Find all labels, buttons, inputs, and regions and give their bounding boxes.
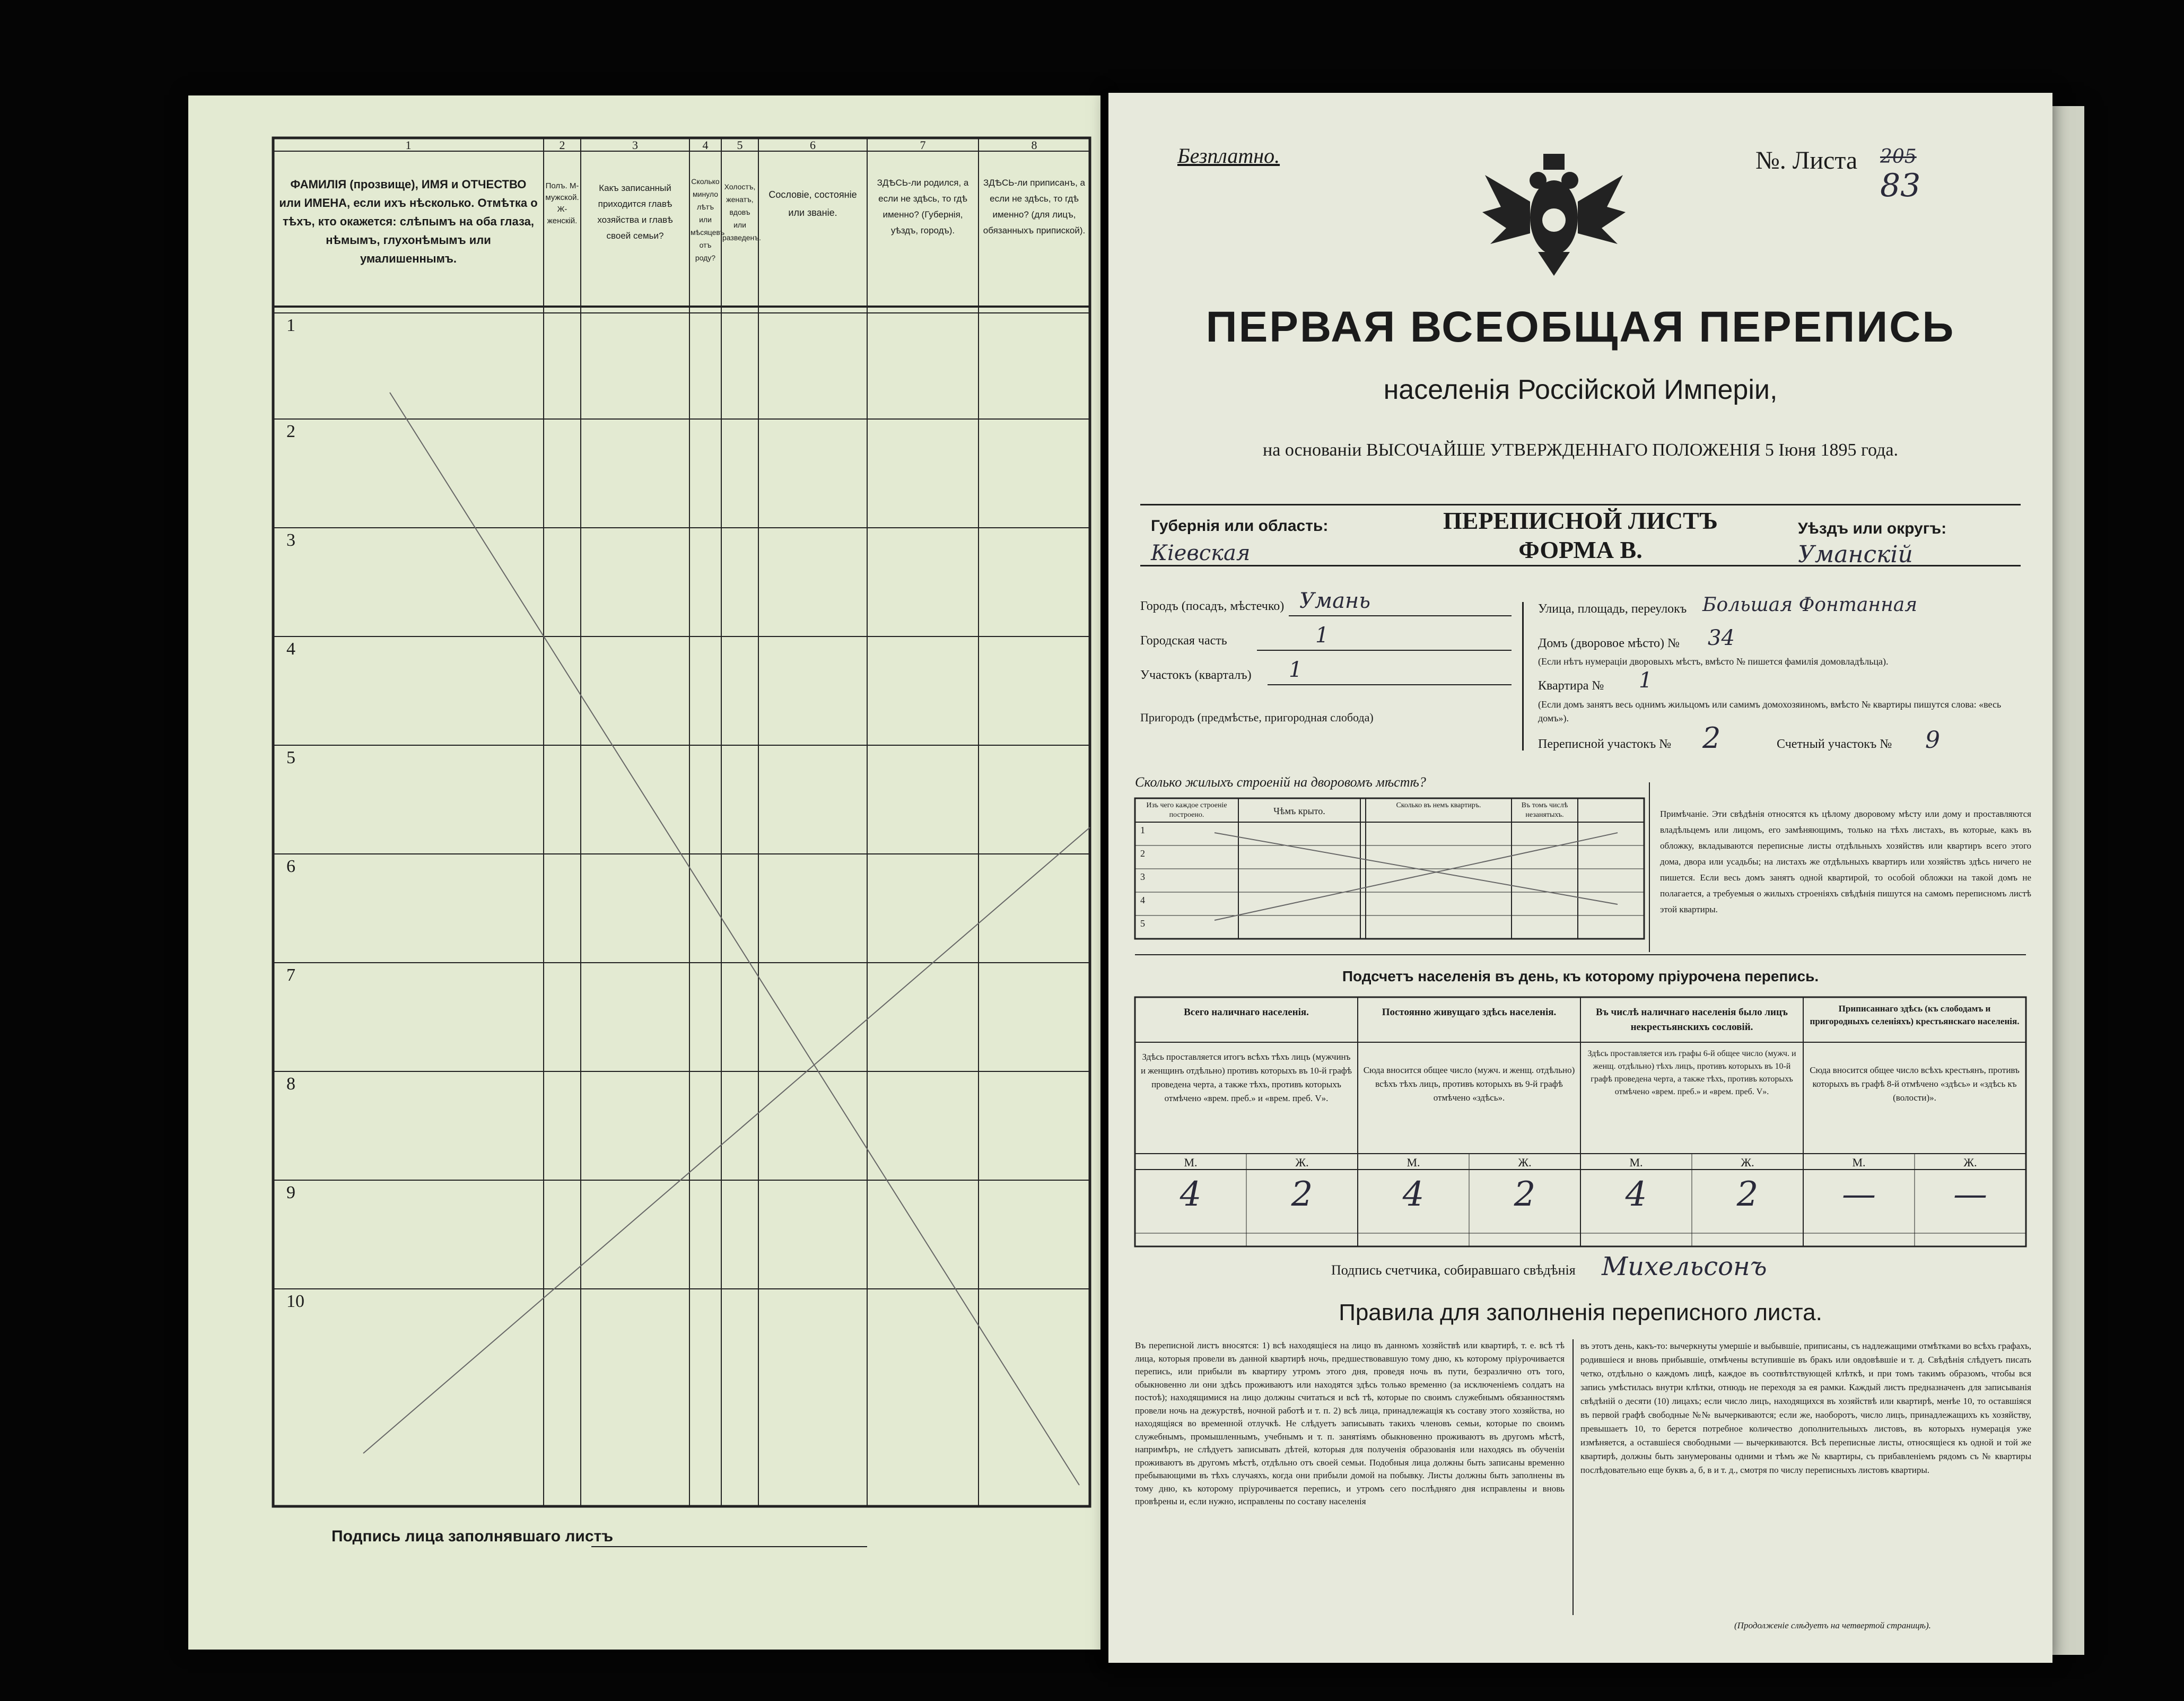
rules-divider [1573, 1339, 1574, 1615]
sex-label-1: М. [1184, 1156, 1198, 1169]
census-precinct-label: Переписной участокъ № [1538, 737, 1672, 751]
count-note-3: Здѣсь проставляется изъ графы 6-й общее число (мужч. и женщ. отдѣльно) тѣхъ лицъ, противъ которыхъ въ 10-й графѣ проведена черта, а также тѣхъ, противъ которыхъ отмѣчено «врем. преб.» и «врем. преб. V». [1587, 1049, 1796, 1096]
left-page [188, 95, 1100, 1650]
count-value-4: 2 [1514, 1175, 1536, 1214]
row-number-10: 10 [286, 1292, 304, 1311]
left-table-grid [188, 95, 1100, 1650]
col-header-1: ФАМИЛІЯ (прозвище), ИМЯ и ОТЧЕСТВО или ИМЕНА, если ихъ нѣсколько. Отмѣтка о тѣхъ, кто окажется: слѣпымъ на оба глаза, нѣмымъ, глухонѣмымъ или умалишеннымъ. [279, 178, 538, 265]
census-basis: на основаніи ВЫСОЧАЙШЕ УТВЕРЖДЕННАГО ПОЛОЖЕНІЯ 5 Іюня 1895 года. [1263, 440, 1898, 460]
count-value-1: 4 [1180, 1175, 1202, 1214]
buildings-header-4: Въ томъ числѣ незанятыхъ. [1521, 801, 1568, 819]
count-precinct-value: 9 [1925, 727, 1940, 754]
row-number-8: 8 [286, 1074, 295, 1094]
count-header-1: Всего наличнаго населенія. [1184, 1007, 1309, 1018]
census-subtitle: населенія Россійской Имперіи, [1383, 374, 1778, 405]
city-part-value: 1 [1315, 623, 1329, 648]
province-label: Губернія или область: [1151, 517, 1329, 535]
sex-label-5: М. [1629, 1156, 1643, 1169]
street-value: Большая Фонтанная [1702, 594, 1918, 616]
apt-value: 1 [1639, 668, 1653, 693]
col-num-2: 2 [559, 138, 565, 152]
count-header-2: Постоянно живущаго здѣсь населенія. [1382, 1007, 1557, 1018]
enumerator-signature: Михельсонъ [1602, 1252, 1767, 1281]
row-number-1: 1 [286, 316, 295, 335]
enumerator-label: Подпись счетчика, собиравшаго свѣдѣнія [1331, 1262, 1576, 1278]
count-value-3: 4 [1402, 1175, 1425, 1214]
count-value-8: — [1953, 1175, 1987, 1214]
col-header-7: ЗДѢСЬ-ли родился, а если не здѣсь, то гдѣ именно? (Губернія, уѣздъ, городъ). [877, 178, 969, 235]
buildings-header-1: Изъ чего каждое строеніе построено. [1146, 801, 1227, 819]
sex-label-6: Ж. [1741, 1156, 1754, 1169]
precinct-label: Участокъ (кварталъ) [1140, 668, 1252, 682]
count-precinct-label: Счетный участокъ № [1777, 737, 1892, 751]
count-header-4: Приписаннаго здѣсь (къ слободамъ и пригородныхъ селеніяхъ) крестьянскаго населенія. [1810, 1004, 2020, 1026]
city-value: Умань [1299, 589, 1371, 613]
right-page [1108, 93, 2052, 1663]
census-precinct-value: 2 [1702, 721, 1721, 755]
col-header-4: Сколько минуло лѣтъ или мѣсяцевъ отъ роду? [691, 177, 725, 262]
sex-label-4: Ж. [1518, 1156, 1532, 1169]
row-number-4: 4 [286, 639, 295, 659]
buildings-question: Сколько жилыхъ строеній на дворовомъ мѣстѣ? [1135, 774, 1426, 790]
col-num-6: 6 [810, 138, 816, 152]
col-num-5: 5 [737, 138, 743, 152]
apt-label: Квартира № [1538, 679, 1604, 693]
buildings-row-4: 4 [1140, 895, 1145, 905]
sheet-number-struck: 205 [1880, 146, 1917, 168]
col-num-3: 3 [632, 138, 638, 152]
count-value-5: 4 [1625, 1175, 1647, 1214]
house-note: (Если нѣтъ нумераціи дворовыхъ мѣстъ, вмѣсто № пишется фамилія домовладѣльца). [1538, 656, 1889, 667]
rules-title: Правила для заполненія переписного листа. [1339, 1299, 1822, 1325]
suburb-label: Пригородъ (предмѣстье, пригородная слобода) [1140, 711, 1374, 724]
census-title: ПЕРВАЯ ВСЕОБЩАЯ ПЕРЕПИСЬ [1205, 303, 1955, 351]
city-label: Городъ (посадъ, мѣстечко) [1140, 599, 1285, 613]
col-num-7: 7 [920, 138, 926, 152]
form-title: ПЕРЕПИСНОЙ ЛИСТЪ [1443, 507, 1718, 534]
sex-label-3: М. [1407, 1156, 1420, 1169]
free-label: Безплатно. [1177, 144, 1280, 168]
rules-left-column: Въ переписной листъ вносятся: 1) всѣ находящіеся на лицо въ данномъ хозяйствѣ или квартирѣ, т. е. всѣ тѣ лица, которыя провели въ данной квартирѣ ночь, предшествовавшую тому дню, къ которому пріурочивается перепись, или прибыли въ квартиру утромъ этого дня, проведя ночь въ пути, безразлично отъ того, обыкновенно ли они здѣсь проживаютъ или находятся здѣсь только временно (за исключеніемъ солдатъ на постоѣ); находящимися на лицо должны считаться и всѣ тѣ, которые по своимъ служебнымъ обязанностямъ провели ночь на дежурствѣ, ночной работѣ и т. п. 2) всѣ лица, принадлежащія къ составу этого хозяйства, но находящіяся во временной отлучкѣ. Не слѣдуетъ записывать такихъ членовъ семьи, которые по своимъ служебнымъ, промышленнымъ, учебнымъ и т. п. занятіямъ обыкновенно проживаютъ въ другомъ мѣстѣ, напримѣръ, не слѣдуетъ записывать дѣтей, которыя для полученія образованія или находясь въ обученіи проживаютъ въ другомъ мѣстѣ, отдѣльно отъ своей семьи. Подобныя лица должны быть записаны временно пребывающими въ тѣхъ случаяхъ, когда они прибыли домой на побывку. Листы должны быть заполнены въ тому дню, къ которому пріурочивается перепись, и утромъ сего послѣдняго дня исправлены и вновь провѣрены и, если нужно, исправлены по составу населенія [1135, 1340, 1565, 1506]
buildings-row-3: 3 [1140, 871, 1145, 882]
col-num-4: 4 [702, 138, 709, 152]
sheet-number-value: 83 [1880, 167, 1921, 204]
city-part-label: Городская часть [1140, 634, 1227, 648]
signature-line [591, 1546, 867, 1547]
sheet-number-label: №. Листа [1755, 146, 1858, 175]
house-value: 34 [1708, 626, 1735, 650]
row-number-6: 6 [286, 857, 295, 876]
continued-note: (Продолженіе слѣдуетъ на четвертой страницѣ). [1734, 1620, 1931, 1630]
count-header-3: Въ числѣ наличнаго населенія было лицъ некрестьянскихъ сословій. [1596, 1007, 1788, 1033]
sex-label-2: Ж. [1295, 1156, 1309, 1169]
col-header-5: Холостъ, женатъ, вдовъ или разведенъ. [722, 182, 761, 242]
col-header-2: Полъ. М-мужской. Ж-женскій. [545, 181, 579, 225]
buildings-header-2: Чѣмъ крыто. [1273, 806, 1325, 816]
col-header-3: Какъ записанный приходится главѣ хозяйства и главѣ своей семьи? [597, 183, 673, 241]
rules-right-column: въ этотъ день, какъ-то: вычеркнуты умершіе и выбывшіе, приписаны, съ надлежащими отмѣтками во всѣхъ графахъ, родившіеся и вновь прибывшіе, отмѣчены вступившіе въ бракъ или овдовѣвшіе и т. д. Свѣдѣнія слѣдуетъ писать четко, отдѣльно о каждомъ лицѣ, каждое въ соотвѣтствующей клѣткѣ, и при томъ такимъ образомъ, чтобы вся запись умѣстилась внутри клѣтки, отнюдь не переходя за ея рамки. Каждый листъ предназначенъ для записыванія свѣдѣній о десяти (10) лицахъ; если число лицъ, находящихся въ хозяйствѣ или квартирѣ, менѣе 10, то оставшіяся въ первой графѣ свободные №№ вычеркиваются; если же, наоборотъ, число лицъ, принадлежащихъ къ хозяйству, превышаетъ 10, то берется потребное количество дополнительныхъ листовъ, въ которыхъ нумерація уже измѣняется, а оставшіеся свободными — вычеркиваются. Всѣ переписные листы, относящіеся къ одной и той же квартирѣ, должны быть занумерованы одними и тѣмъ же № квартиры, съ прибавленіемъ рядомъ съ № квартиры послѣдовательно еще буквъ а, б, в и т. д., смотря по числу переписныхъ листовъ квартиры. [1580, 1341, 2031, 1475]
count-value-7: — [1842, 1175, 1876, 1214]
buildings-row-1: 1 [1140, 825, 1145, 835]
district-label: Уѣздъ или округъ: [1798, 520, 1947, 537]
form-subtitle: ФОРМА В. [1518, 536, 1643, 563]
count-value-6: 2 [1736, 1175, 1759, 1214]
sex-label-7: М. [1852, 1156, 1866, 1169]
province-value: Кiевская [1151, 541, 1251, 565]
col-num-8: 8 [1031, 138, 1037, 152]
street-label: Улица, площадь, переулокъ [1538, 602, 1687, 616]
house-label: Домъ (дворовое мѣсто) № [1538, 636, 1680, 650]
row-number-2: 2 [286, 422, 295, 441]
col-num-1: 1 [405, 138, 412, 152]
precinct-value: 1 [1289, 658, 1303, 682]
count-value-2: 2 [1291, 1175, 1313, 1214]
buildings-header-3: Сколько въ немъ квартиръ. [1396, 801, 1481, 809]
row-number-7: 7 [286, 965, 295, 985]
buildings-row-5: 5 [1140, 918, 1145, 929]
count-title: Подсчетъ населенія въ день, къ которому пріурочена перепись. [1342, 968, 1819, 984]
row-number-5: 5 [286, 748, 295, 767]
col-header-8: ЗДѢСЬ-ли приписанъ, а если не здѣсь, то гдѣ именно? (для лицъ, обязанныхъ припиской). [983, 178, 1086, 235]
count-note-1: Здѣсь проставляется итогъ всѣхъ тѣхъ лицъ (мужчинъ и женщинъ отдѣльно) противъ которыхъ въ 10-й графѣ проведена черта, а также тѣхъ, противъ которыхъ отмѣчено «врем. преб.» и «врем. преб. V». [1140, 1052, 1352, 1103]
buildings-row-2: 2 [1140, 848, 1145, 859]
col-header-6: Сословіе, состояніе или званіе. [768, 189, 857, 218]
row-number-3: 3 [286, 530, 295, 550]
row-number-9: 9 [286, 1183, 295, 1202]
count-note-2: Сюда вносится общее число (мужч. и женщ. отдѣльно) всѣхъ тѣхъ лицъ, противъ которыхъ въ 9-й графѣ отмѣчено «здѣсь». [1363, 1065, 1575, 1103]
count-note-4: Сюда вносится общее число всѣхъ крестьянъ, противъ которыхъ въ графѣ 8-й отмѣчено «здѣсь» и «здѣсь къ (волости)». [1810, 1065, 2020, 1103]
apt-note: (Если домъ занятъ весь однимъ жильцомъ или самимъ домохозяиномъ, вмѣсто № квартиры пишутся слова: «весь домъ»). [1538, 699, 2002, 723]
sex-label-8: Ж. [1963, 1156, 1977, 1169]
district-value: Уманскiй [1798, 541, 1913, 568]
signature-label: Подпись лица заполнявшаго листъ [331, 1528, 614, 1545]
note-text: Примѣчаніе. Эти свѣдѣнія относятся къ цѣлому дворовому мѣсту или дому и проставляются владѣльцемъ или лицомъ, его замѣняющимъ, только на тѣхъ листахъ, въ которые, какъ въ обложку, вкладываются переписные листы отдѣльныхъ хозяйствъ или квартиръ всего этого дома, двора или усадьбы; на листахъ же отдѣльныхъ квартиръ или хозяйствъ здѣсь ничего не пишется. Если весь домъ занятъ одной квартирой, то особой обложки на такой домъ не полагается, а требуемыя о жилыхъ строеніяхъ свѣдѣнія пишутся на самомъ переписномъ листѣ этой квартиры. [1660, 809, 2031, 914]
